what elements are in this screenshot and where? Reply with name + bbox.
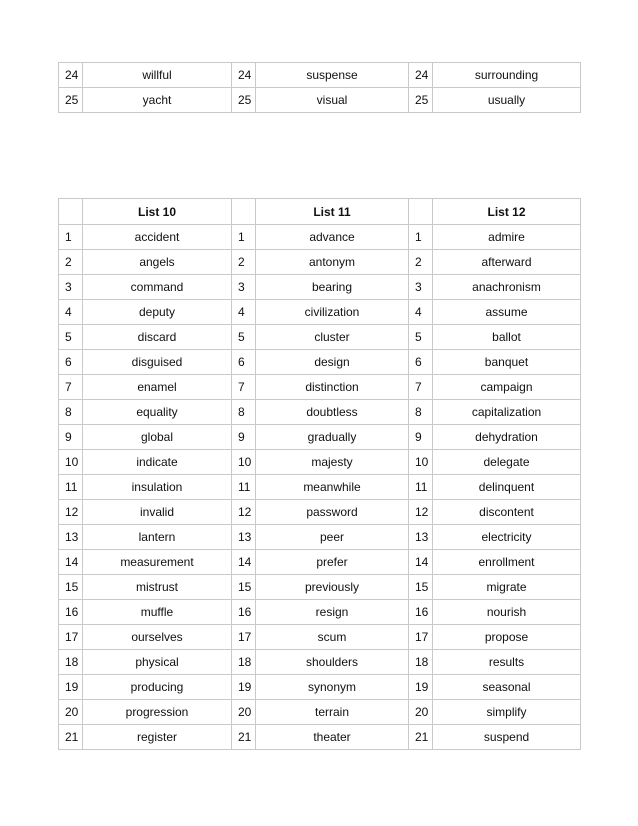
- word-cell: nourish: [433, 600, 581, 625]
- row-number-cell: 21: [232, 725, 256, 750]
- word-list-table-continued: [58, 62, 581, 113]
- table-row: [59, 725, 581, 750]
- row-number-cell: 12: [232, 500, 256, 525]
- table-row: [59, 400, 581, 425]
- row-number-cell: 2: [232, 250, 256, 275]
- row-number-cell: 4: [232, 300, 256, 325]
- table-row: [59, 450, 581, 475]
- row-number-cell: 17: [232, 625, 256, 650]
- word-cell: muffle: [83, 600, 232, 625]
- word-cell: disguised: [83, 350, 232, 375]
- word-cell: scum: [256, 625, 409, 650]
- word-cell: surrounding: [433, 63, 581, 88]
- row-number-cell: 11: [59, 475, 83, 500]
- row-number-cell: 25: [409, 88, 433, 113]
- row-number-cell: 25: [59, 88, 83, 113]
- word-cell: cluster: [256, 325, 409, 350]
- row-number-cell: 20: [59, 700, 83, 725]
- word-cell: angels: [83, 250, 232, 275]
- word-cell: meanwhile: [256, 475, 409, 500]
- table-row: [59, 225, 581, 250]
- word-cell: synonym: [256, 675, 409, 700]
- list-10-header: List 10: [83, 199, 232, 225]
- word-cell: enamel: [83, 375, 232, 400]
- list-11-header: List 11: [256, 199, 409, 225]
- list-12-header: List 12: [433, 199, 581, 225]
- row-number-cell: 15: [59, 575, 83, 600]
- row-number-cell: 19: [59, 675, 83, 700]
- word-cell: suspend: [433, 725, 581, 750]
- row-number-cell: 17: [409, 625, 433, 650]
- word-cell: register: [83, 725, 232, 750]
- row-number-cell: 5: [232, 325, 256, 350]
- row-number-cell: 8: [409, 400, 433, 425]
- word-cell: theater: [256, 725, 409, 750]
- row-number-cell: 12: [59, 500, 83, 525]
- word-cell: gradually: [256, 425, 409, 450]
- word-cell: password: [256, 500, 409, 525]
- row-number-cell: 1: [409, 225, 433, 250]
- word-cell: dehydration: [433, 425, 581, 450]
- row-number-cell: 1: [59, 225, 83, 250]
- header-num-cell: [59, 199, 83, 225]
- row-number-cell: 14: [409, 550, 433, 575]
- word-list-table-lists-10-12: [58, 198, 581, 750]
- row-number-cell: 16: [409, 600, 433, 625]
- table-row: [59, 425, 581, 450]
- row-number-cell: 16: [232, 600, 256, 625]
- row-number-cell: 10: [409, 450, 433, 475]
- word-cell: command: [83, 275, 232, 300]
- row-number-cell: 24: [232, 63, 256, 88]
- word-cell: distinction: [256, 375, 409, 400]
- row-number-cell: 6: [232, 350, 256, 375]
- row-number-cell: 21: [409, 725, 433, 750]
- row-number-cell: 3: [59, 275, 83, 300]
- word-cell: mistrust: [83, 575, 232, 600]
- row-number-cell: 6: [409, 350, 433, 375]
- row-number-cell: 10: [59, 450, 83, 475]
- word-cell: propose: [433, 625, 581, 650]
- row-number-cell: 4: [59, 300, 83, 325]
- row-number-cell: 18: [59, 650, 83, 675]
- word-cell: willful: [83, 63, 232, 88]
- word-cell: ourselves: [83, 625, 232, 650]
- row-number-cell: 4: [409, 300, 433, 325]
- word-cell: ballot: [433, 325, 581, 350]
- row-number-cell: 3: [232, 275, 256, 300]
- word-cell: previously: [256, 575, 409, 600]
- row-number-cell: 2: [59, 250, 83, 275]
- row-number-cell: 21: [59, 725, 83, 750]
- row-number-cell: 7: [59, 375, 83, 400]
- word-cell: insulation: [83, 475, 232, 500]
- word-cell: migrate: [433, 575, 581, 600]
- word-cell: visual: [256, 88, 409, 113]
- row-number-cell: 9: [232, 425, 256, 450]
- row-number-cell: 19: [232, 675, 256, 700]
- word-cell: admire: [433, 225, 581, 250]
- row-number-cell: 19: [409, 675, 433, 700]
- row-number-cell: 13: [409, 525, 433, 550]
- word-cell: deputy: [83, 300, 232, 325]
- word-cell: accident: [83, 225, 232, 250]
- word-cell: discard: [83, 325, 232, 350]
- row-number-cell: 10: [232, 450, 256, 475]
- row-number-cell: 3: [409, 275, 433, 300]
- word-cell: usually: [433, 88, 581, 113]
- word-cell: enrollment: [433, 550, 581, 575]
- row-number-cell: 5: [59, 325, 83, 350]
- row-number-cell: 5: [409, 325, 433, 350]
- row-number-cell: 12: [409, 500, 433, 525]
- row-number-cell: 18: [232, 650, 256, 675]
- row-number-cell: 9: [59, 425, 83, 450]
- word-cell: anachronism: [433, 275, 581, 300]
- word-cell: majesty: [256, 450, 409, 475]
- word-cell: simplify: [433, 700, 581, 725]
- row-number-cell: 13: [232, 525, 256, 550]
- word-cell: terrain: [256, 700, 409, 725]
- row-number-cell: 14: [59, 550, 83, 575]
- word-cell: assume: [433, 300, 581, 325]
- row-number-cell: 11: [232, 475, 256, 500]
- table-row: [59, 625, 581, 650]
- word-cell: campaign: [433, 375, 581, 400]
- table-row: [59, 475, 581, 500]
- word-cell: banquet: [433, 350, 581, 375]
- word-cell: global: [83, 425, 232, 450]
- row-number-cell: 15: [409, 575, 433, 600]
- header-num-cell: [409, 199, 433, 225]
- word-cell: peer: [256, 525, 409, 550]
- word-cell: suspense: [256, 63, 409, 88]
- row-number-cell: 18: [409, 650, 433, 675]
- row-number-cell: 9: [409, 425, 433, 450]
- row-number-cell: 7: [409, 375, 433, 400]
- table-row: [59, 88, 581, 113]
- row-number-cell: 8: [232, 400, 256, 425]
- word-cell: progression: [83, 700, 232, 725]
- table-row: [59, 63, 581, 88]
- table-row: [59, 675, 581, 700]
- word-cell: civilization: [256, 300, 409, 325]
- word-cell: invalid: [83, 500, 232, 525]
- word-cell: doubtless: [256, 400, 409, 425]
- word-cell: electricity: [433, 525, 581, 550]
- table-row: [59, 525, 581, 550]
- table-row: [59, 350, 581, 375]
- word-cell: lantern: [83, 525, 232, 550]
- word-cell: results: [433, 650, 581, 675]
- table-row: [59, 325, 581, 350]
- word-cell: afterward: [433, 250, 581, 275]
- table-row: [59, 575, 581, 600]
- word-cell: prefer: [256, 550, 409, 575]
- word-cell: delinquent: [433, 475, 581, 500]
- row-number-cell: 24: [59, 63, 83, 88]
- word-cell: antonym: [256, 250, 409, 275]
- table-row: [59, 600, 581, 625]
- word-cell: producing: [83, 675, 232, 700]
- word-cell: design: [256, 350, 409, 375]
- row-number-cell: 20: [232, 700, 256, 725]
- row-number-cell: 24: [409, 63, 433, 88]
- word-cell: seasonal: [433, 675, 581, 700]
- table-row: [59, 550, 581, 575]
- word-cell: delegate: [433, 450, 581, 475]
- word-cell: physical: [83, 650, 232, 675]
- word-cell: indicate: [83, 450, 232, 475]
- row-number-cell: 15: [232, 575, 256, 600]
- table-row: [59, 650, 581, 675]
- word-cell: equality: [83, 400, 232, 425]
- word-cell: advance: [256, 225, 409, 250]
- row-number-cell: 20: [409, 700, 433, 725]
- word-cell: discontent: [433, 500, 581, 525]
- table-row: [59, 500, 581, 525]
- word-cell: resign: [256, 600, 409, 625]
- table-row: [59, 300, 581, 325]
- word-cell: shoulders: [256, 650, 409, 675]
- table-row: [59, 275, 581, 300]
- word-cell: capitalization: [433, 400, 581, 425]
- row-number-cell: 14: [232, 550, 256, 575]
- row-number-cell: 16: [59, 600, 83, 625]
- row-number-cell: 13: [59, 525, 83, 550]
- row-number-cell: 7: [232, 375, 256, 400]
- table-row: [59, 700, 581, 725]
- list-header-row: [59, 199, 581, 225]
- table-row: [59, 250, 581, 275]
- word-cell: yacht: [83, 88, 232, 113]
- row-number-cell: 6: [59, 350, 83, 375]
- row-number-cell: 2: [409, 250, 433, 275]
- word-cell: bearing: [256, 275, 409, 300]
- row-number-cell: 11: [409, 475, 433, 500]
- row-number-cell: 8: [59, 400, 83, 425]
- table-row: [59, 375, 581, 400]
- row-number-cell: 1: [232, 225, 256, 250]
- row-number-cell: 25: [232, 88, 256, 113]
- row-number-cell: 17: [59, 625, 83, 650]
- word-cell: measurement: [83, 550, 232, 575]
- header-num-cell: [232, 199, 256, 225]
